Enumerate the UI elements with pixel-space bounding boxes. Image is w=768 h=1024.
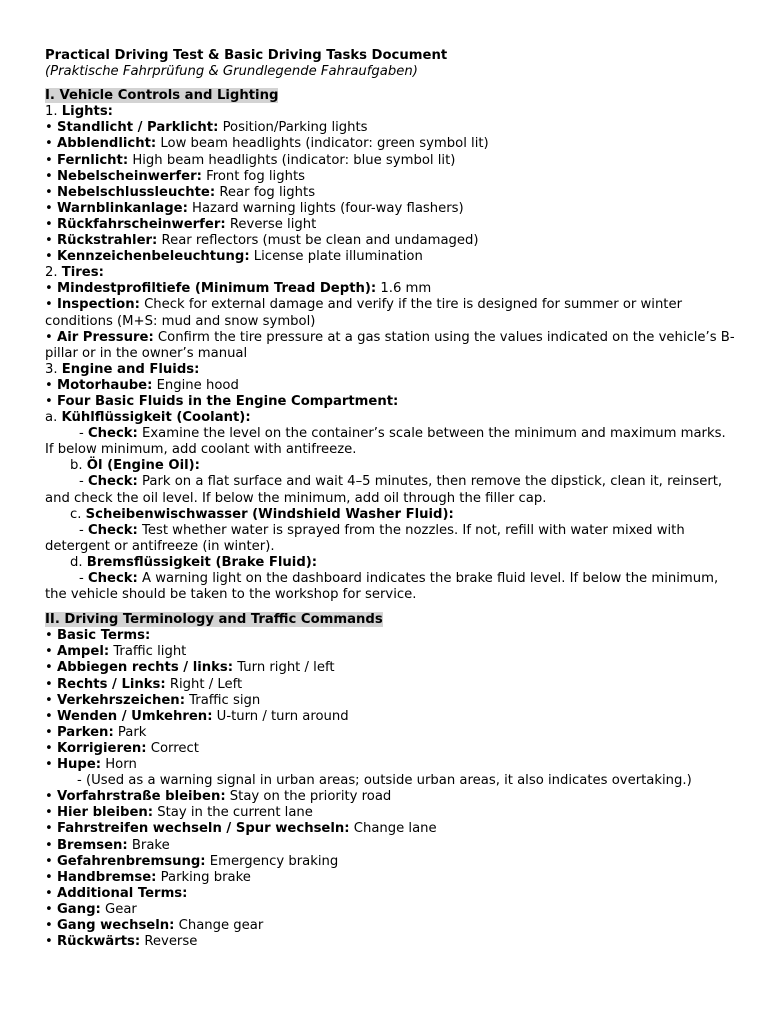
bullet: • xyxy=(45,789,57,805)
list-item xyxy=(45,934,735,950)
term-description: Emergency braking xyxy=(205,853,339,869)
list-item xyxy=(45,677,735,693)
section-2 xyxy=(45,612,735,628)
list-item xyxy=(45,870,735,886)
fluid-brake xyxy=(45,555,735,603)
list-item xyxy=(45,217,735,233)
list-item xyxy=(45,805,735,821)
bullet: • xyxy=(45,805,57,821)
term: Standlicht / Parklicht: xyxy=(56,120,219,136)
document-page xyxy=(45,48,735,950)
fluid-title: b. Öl (Engine Oil): xyxy=(70,458,200,474)
fluid-check: - Check: Examine the level on the container’s scale between the minimum and maximum marks. If below minimum, add coolant with antifreeze. xyxy=(45,426,726,458)
bullet: • xyxy=(45,329,57,345)
term: Fahrstreifen wechseln / Spur wechseln: xyxy=(56,821,350,837)
basic-terms-heading: • Basic Terms: xyxy=(45,628,151,644)
bullet: • xyxy=(45,233,57,249)
bullet: • xyxy=(45,901,57,917)
term: Hier bleiben: xyxy=(56,805,154,821)
term-description: Front fog lights xyxy=(201,168,305,184)
list-item xyxy=(45,854,735,870)
bullet: • xyxy=(45,152,57,168)
fluid-oil xyxy=(45,458,735,506)
fluid-title: c. Scheibenwischwasser (Windshield Washer Fluid): xyxy=(70,506,454,522)
term: Inspection: xyxy=(56,297,140,313)
bullet: • xyxy=(45,120,57,136)
fluid-check: - Check: Test whether water is sprayed from the nozzles. If not, refill with water mixed with detergent or antifreeze (in winter). xyxy=(45,522,685,554)
term-description: Park xyxy=(113,724,147,740)
list-item xyxy=(45,120,735,136)
bullet: • xyxy=(45,821,57,837)
bullet: • xyxy=(45,853,57,869)
engine-heading: 3. Engine and Fluids: xyxy=(45,361,200,377)
section-1-heading: I. Vehicle Controls and Lighting xyxy=(45,88,279,104)
list-item xyxy=(45,644,735,660)
list-item xyxy=(45,136,735,152)
list-item xyxy=(45,281,735,297)
fluid-title: a. Kühlflüssigkeit (Coolant): xyxy=(45,410,251,426)
term: Kennzeichenbeleuchtung: xyxy=(56,249,250,265)
term-description: Confirm the tire pressure at a gas station using the values indicated on the vehicle’s B-pillar or in the owner’s manual xyxy=(45,329,735,361)
term: Gang: xyxy=(56,901,101,917)
tires-list xyxy=(45,281,735,361)
fluids-heading: • Four Basic Fluids in the Engine Compartment: xyxy=(45,393,399,409)
list-item xyxy=(45,201,735,217)
term: Handbremse: xyxy=(56,869,157,885)
list-item xyxy=(45,789,735,805)
bullet: • xyxy=(45,692,57,708)
term: Gefahrenbremsung: xyxy=(56,853,206,869)
list-item xyxy=(45,757,735,773)
bullet: • xyxy=(45,708,57,724)
fluid-title: d. Bremsflüssigkeit (Brake Fluid): xyxy=(70,554,318,570)
term-description: Right / Left xyxy=(165,676,243,692)
list-item xyxy=(45,741,735,757)
lights-heading: 1. Lights: xyxy=(45,104,113,120)
section-1 xyxy=(45,88,735,104)
term-description: Traffic light xyxy=(109,644,187,660)
list-item xyxy=(45,821,735,837)
term: Abbiegen rechts / links: xyxy=(56,660,234,676)
term-description: Stay in the current lane xyxy=(153,805,313,821)
list-item xyxy=(45,330,735,362)
bullet: • xyxy=(45,216,57,232)
list-item xyxy=(45,169,735,185)
term-description: Brake xyxy=(127,837,170,853)
term-description: Rear fog lights xyxy=(215,184,316,200)
list-item xyxy=(45,838,735,854)
term: Fernlicht: xyxy=(56,152,129,168)
term: Rechts / Links: xyxy=(56,676,166,692)
term-description: Reverse light xyxy=(225,216,317,232)
bullet: • xyxy=(45,184,57,200)
term: Mindestprofiltiefe (Minimum Tread Depth): xyxy=(56,281,377,297)
section-2-heading: II. Driving Terminology and Traffic Commands xyxy=(45,612,383,628)
list-item xyxy=(45,233,735,249)
list-item xyxy=(45,709,735,725)
document-subtitle: (Praktische Fahrprüfung & Grundlegende Fahraufgaben) xyxy=(45,64,418,80)
term: Parken: xyxy=(56,724,114,740)
term: Gang wechseln: xyxy=(56,917,175,933)
term-description: Traffic sign xyxy=(184,692,261,708)
additional-terms-heading: • Additional Terms: xyxy=(45,885,188,901)
term: Vorfahrstraße bleiben: xyxy=(56,789,226,805)
term: Abblendlicht: xyxy=(56,136,157,152)
bullet: • xyxy=(45,136,57,152)
bullet: • xyxy=(45,660,57,676)
term: Rückfahrscheinwerfer: xyxy=(56,216,226,232)
bullet: • xyxy=(45,644,57,660)
list-item xyxy=(45,153,735,169)
list-item xyxy=(45,660,735,676)
bullet: • xyxy=(45,676,57,692)
list-item xyxy=(45,185,735,201)
bullet: • xyxy=(45,934,57,950)
bullet: • xyxy=(45,837,57,853)
term-description: Turn right / left xyxy=(233,660,335,676)
bullet: • xyxy=(45,757,57,773)
term-description: U-turn / turn around xyxy=(212,708,349,724)
term-description: Rear reflectors (must be clean and undamaged) xyxy=(157,233,479,249)
term: Bremsen: xyxy=(56,837,128,853)
term: Rückstrahler: xyxy=(56,233,158,249)
document-title: Practical Driving Test & Basic Driving Tasks Document xyxy=(45,48,448,63)
hupe-note: - (Used as a warning signal in urban areas; outside urban areas, it also indicates overtaking.) xyxy=(77,773,692,789)
list-item xyxy=(45,297,735,329)
list-item xyxy=(45,249,735,265)
term: Korrigieren: xyxy=(56,740,147,756)
bullet: • xyxy=(45,297,57,313)
lights-list xyxy=(45,120,735,265)
fluid-check: - Check: A warning light on the dashboard indicates the brake fluid level. If below the minimum, the vehicle should be taken to the workshop for service. xyxy=(45,571,719,603)
term: Wenden / Umkehren: xyxy=(56,708,213,724)
term-description: Reverse xyxy=(140,934,198,950)
term: Rückwärts: xyxy=(56,934,141,950)
term: Nebelschlussleuchte: xyxy=(56,184,216,200)
fluid-check: - Check: Park on a flat surface and wait 4–5 minutes, then remove the dipstick, clean it, reinsert, and check the oil level. If below the minimum, add oil through the filler cap. xyxy=(45,474,723,506)
term-description: Correct xyxy=(146,740,199,756)
term: Ampel: xyxy=(56,644,110,660)
list-item xyxy=(45,918,735,934)
term-description: Change gear xyxy=(174,917,264,933)
bullet: • xyxy=(45,200,57,216)
additional-terms-list xyxy=(45,902,735,950)
term-description: Stay on the priority road xyxy=(225,789,392,805)
bullet: • xyxy=(45,740,57,756)
basic-terms-list xyxy=(45,644,735,773)
term: Air Pressure: xyxy=(56,329,154,345)
term-description: High beam headlights (indicator: blue symbol lit) xyxy=(128,152,456,168)
term: Warnblinkanlage: xyxy=(56,200,188,216)
bullet: • xyxy=(45,917,57,933)
tires-heading: 2. Tires: xyxy=(45,265,104,281)
term-description: Position/Parking lights xyxy=(218,120,368,136)
bullet: • xyxy=(45,168,57,184)
term-description: Gear xyxy=(100,901,137,917)
term: Nebelscheinwerfer: xyxy=(56,168,202,184)
list-item xyxy=(45,725,735,741)
term: Verkehrszeichen: xyxy=(56,692,185,708)
term-description: Horn xyxy=(101,757,137,773)
fluid-coolant xyxy=(45,410,735,458)
term: Hupe: xyxy=(56,757,102,773)
bullet: • xyxy=(45,869,57,885)
term-description: Low beam headlights (indicator: green symbol lit) xyxy=(156,136,489,152)
bullet: • xyxy=(45,249,57,265)
list-item: • Motorhaube: Engine hood xyxy=(45,377,239,393)
term-description: 1.6 mm xyxy=(376,281,432,297)
term-description: Parking brake xyxy=(156,869,251,885)
basic-terms-list-2 xyxy=(45,789,735,886)
term-description: Change lane xyxy=(349,821,437,837)
term-description: Hazard warning lights (four-way flashers) xyxy=(187,200,464,216)
term-description: License plate illumination xyxy=(249,249,423,265)
list-item xyxy=(45,902,735,918)
bullet: • xyxy=(45,281,57,297)
fluid-washer xyxy=(45,507,735,555)
list-item xyxy=(45,693,735,709)
bullet: • xyxy=(45,724,57,740)
term-description: Check for external damage and verify if the tire is designed for summer or winter conditions (M+S: mud and snow symbol) xyxy=(45,297,683,329)
